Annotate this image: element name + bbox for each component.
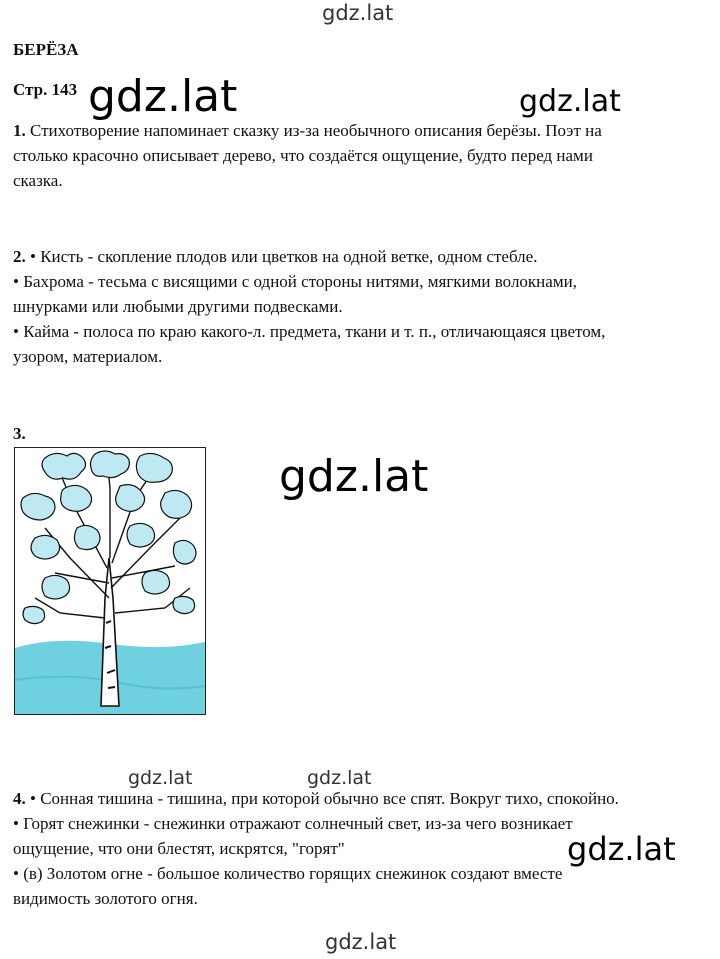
watermark-mid-left: gdz.lat — [128, 767, 193, 789]
page-number: Стр. 143 — [13, 80, 78, 99]
answer-1-line-2: столько красочно описывает дерево, что создаётся ощущение, будто перед нами — [13, 146, 593, 165]
watermark-center: gdz.lat — [279, 451, 429, 502]
answer-1-line-1: 1. Стихотворение напоминает сказку из-за необычного описания берёзы. Поэт на — [13, 121, 602, 140]
watermark-mid-right: gdz.lat — [307, 767, 372, 789]
watermark-top: gdz.lat — [322, 1, 394, 25]
watermark-bottom-right: gdz.lat — [567, 830, 676, 868]
birch-drawing — [14, 447, 206, 715]
answer-4-line-1: 4. • Сонная тишина - тишина, при которой обычно все спят. Вокруг тихо, спокойно. — [13, 789, 619, 808]
answer-4-line-2: • Горят снежинки - снежинки отражают солнечный свет, из-за чего возникает — [13, 814, 573, 833]
answer-1-line-3: сказка. — [13, 171, 63, 190]
answer-4-line-4: • (в) Золотом огне - большое количество горящих снежинок создают вместе — [13, 864, 563, 883]
answer-2-line-1: 2. • Кисть - скопление плодов или цветков на одной ветке, одном стебле. — [13, 247, 538, 266]
answer-4-line-5: видимость золотого огня. — [13, 889, 198, 908]
answer-4-number: 4. — [13, 789, 26, 808]
watermark-page-left: gdz.lat — [88, 71, 238, 122]
answer-2-line-5: узором, материалом. — [13, 347, 163, 366]
document-title: БЕРЁЗА — [13, 40, 79, 59]
watermark-page-right: gdz.lat — [519, 84, 621, 119]
birch-tree-icon — [15, 448, 205, 714]
answer-2-line-3: шнурками или любыми другими подвесками. — [13, 297, 343, 316]
watermark-bottom: gdz.lat — [325, 930, 397, 954]
answer-2-number: 2. — [13, 247, 26, 266]
answer-4-line-3: ощущение, что они блестят, искрятся, "горят" — [13, 839, 345, 858]
answer-2-line-4: • Кайма - полоса по краю какого-л. предмета, ткани и т. п., отличающаяся цветом, — [13, 322, 606, 341]
answer-3-number: 3. — [13, 424, 26, 443]
answer-2-line-2: • Бахрома - тесьма с висящими с одной стороны нитями, мягкими волокнами, — [13, 272, 577, 291]
answer-1-number: 1. — [13, 121, 26, 140]
